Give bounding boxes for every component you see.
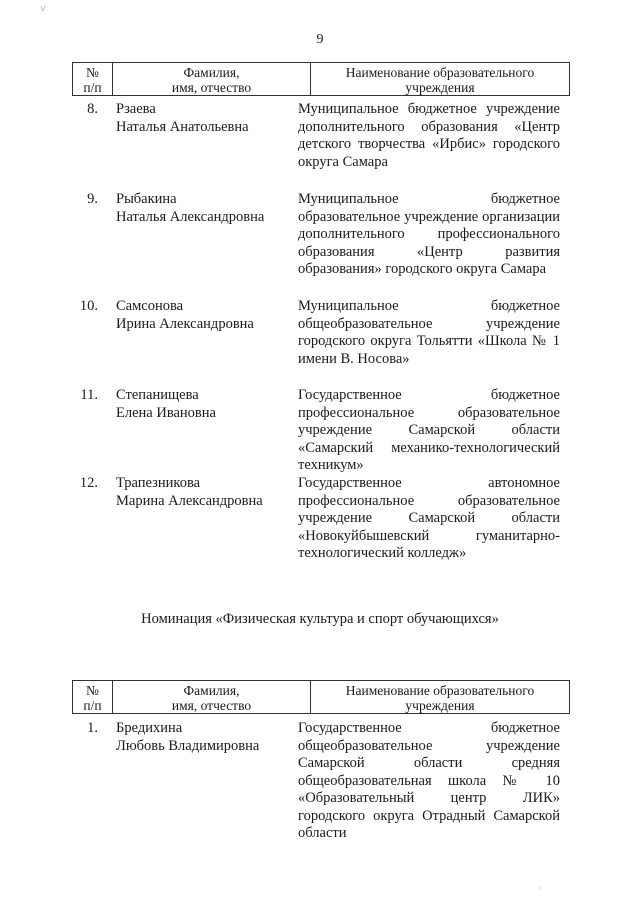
row-number: 1. [87,720,98,736]
row-name: Рыбакина Наталья Александровна [116,191,265,225]
row-institution: Государственное автономное профессиональное образовательное учреждение Самарской области «Новокуйбышевский гуманитарно-технологический колледж» [298,475,560,561]
row-name: Бредихина Любовь Владимировна [116,720,260,754]
scan-speck: · [538,884,541,893]
row-institution: Государственное бюджетное общеобразовательное учреждение Самарской области средняя общеобразовательная школа № 10 «Образовательный центр ЛИК» городского округа Отрадный Самарской области [298,720,560,841]
header-institution: Наименование образовательного учреждения [345,683,535,713]
header-name: Фамилия, имя, отчество [113,681,311,713]
row-number: 11. [80,387,98,403]
row-name: Трапезникова Марина Александровна [116,475,263,509]
nomination-title: Номинация «Физическая культура и спорт обучающихся» [141,611,499,627]
row-name: Самсонова Ирина Александровна [116,298,254,332]
row-institution: Муниципальное бюджетное общеобразовательное учреждение городского округа Тольятти «Школа № 1 имени В. Носова» [298,298,560,367]
row-name: Степанищева Елена Ивановна [116,387,216,421]
row-institution: Муниципальное бюджетное учреждение дополнительного образования «Центр детского творчества «Ирбис» городского округа Самара [298,101,560,170]
header-num: № п/п [73,63,113,95]
row-number: 10. [79,298,98,314]
row-number: 9. [87,191,98,207]
header-num: № п/п [73,681,113,713]
corner-mark: ˅ [40,4,46,15]
row-number: 12. [79,475,98,491]
row-name: Рзаева Наталья Анатольевна [116,101,249,135]
table-header [72,680,570,714]
page-number: 9 [316,32,324,47]
row-institution: Государственное бюджетное профессиональное образовательное учреждение Самарской области «Самарский механико-технологический техникум» [298,387,560,473]
row-number: 8. [87,101,98,117]
row-institution: Муниципальное бюджетное образовательное учреждение организации дополнительного профессионального образования «Центр развития образования» городского округа Самара [298,191,560,277]
header-name: Фамилия, имя, отчество [113,63,311,95]
header-institution: Наименование образовательного учреждения [345,65,535,95]
table-header [72,62,570,96]
